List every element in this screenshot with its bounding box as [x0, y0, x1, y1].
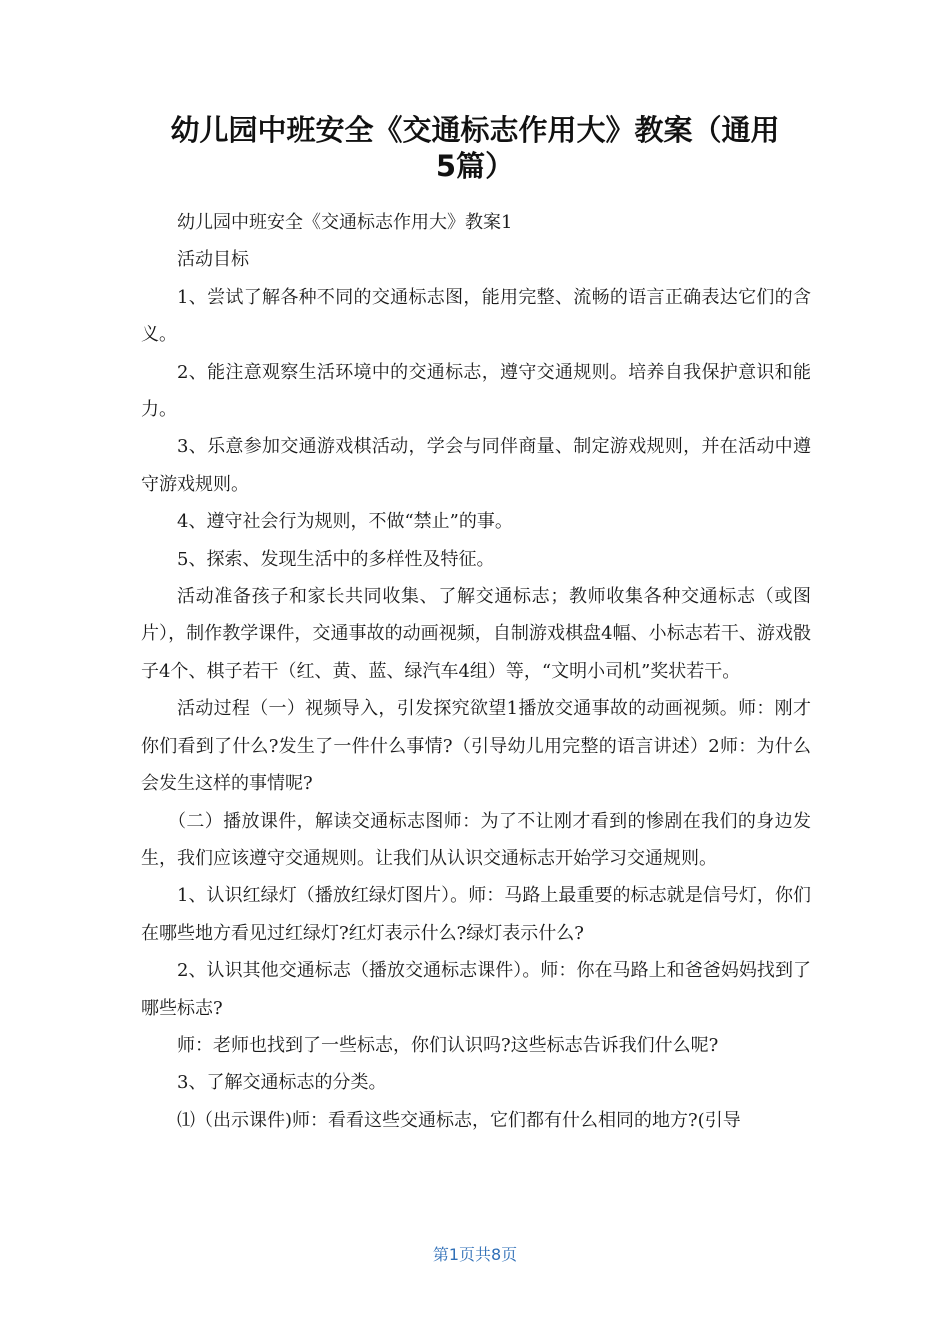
paragraph-sign-categories: 3、了解交通标志的分类。 — [177, 1072, 387, 1094]
paragraph-goal-5: 5、探索、发现生活中的多样性及特征。 — [177, 548, 495, 570]
paragraph-traffic-light: 1、认识红绿灯（播放红绿灯图片）。师：马路上最重要的标志就是信号灯，你们在哪些地方看见过红绿灯?红灯表示什么?绿灯表示什么? — [141, 885, 811, 944]
paragraph-goal-3: 3、乐意参加交通游戏棋活动，学会与同伴商量、制定游戏规则，并在活动中遵守游戏规则。 — [141, 436, 811, 495]
document-title — [120, 112, 830, 184]
paragraph-process-2: （二）播放课件，解读交通标志图师：为了不让刚才看到的惨剧在我们的身边发生，我们应该遵守交通规则。让我们从认识交通标志开始学习交通规则。 — [141, 810, 811, 869]
page-number-footer: 第1页共8页 — [432, 1245, 518, 1264]
title-line-2: 5篇） — [435, 149, 515, 183]
paragraph-teacher-question: 师：老师也找到了一些标志，你们认识吗?这些标志告诉我们什么呢? — [177, 1034, 719, 1056]
paragraph-other-signs: 2、认识其他交通标志（播放交通标志课件）。师：你在马路上和爸爸妈妈找到了哪些标志? — [141, 960, 811, 1019]
section-heading: 幼儿园中班安全《交通标志作用大》教案1 — [177, 212, 513, 233]
paragraph-goal-1: 1、尝试了解各种不同的交通标志图，能用完整、流畅的语言正确表达它们的含义。 — [141, 286, 811, 346]
paragraph-goal-4: 4、遵守社会行为规则，不做“禁止”的事。 — [177, 511, 513, 533]
paragraph-process-1: 活动过程（一）视频导入，引发探究欲望1播放交通事故的动画视频。师：刚才你们看到了什么?发生了一件什么事情?（引导幼儿用完整的语言讲述）2师：为什么会发生这样的事情呢? — [141, 698, 811, 795]
document-body — [141, 204, 811, 1139]
paragraph-courseware: ⑴（出示课件)师：看看这些交通标志，它们都有什么相同的地方?(引导 — [177, 1109, 741, 1131]
title-line-1: 幼儿园中班安全《交通标志作用大》教案（通用 — [170, 113, 780, 147]
paragraph-preparation: 活动准备孩子和家长共同收集、了解交通标志；教师收集各种交通标志（或图片），制作教学课件，交通事故的动画视频，自制游戏棋盘4幅、小标志若干、游戏骰子4个、棋子若干（红、黄、蓝、绿汽车4组）等，“文明小司机”奖状若干。 — [141, 586, 811, 682]
paragraph-goal-2: 2、能注意观察生活环境中的交通标志，遵守交通规则。培养自我保护意识和能力。 — [141, 361, 811, 421]
subheading-activity-goals: 活动目标 — [177, 249, 249, 271]
